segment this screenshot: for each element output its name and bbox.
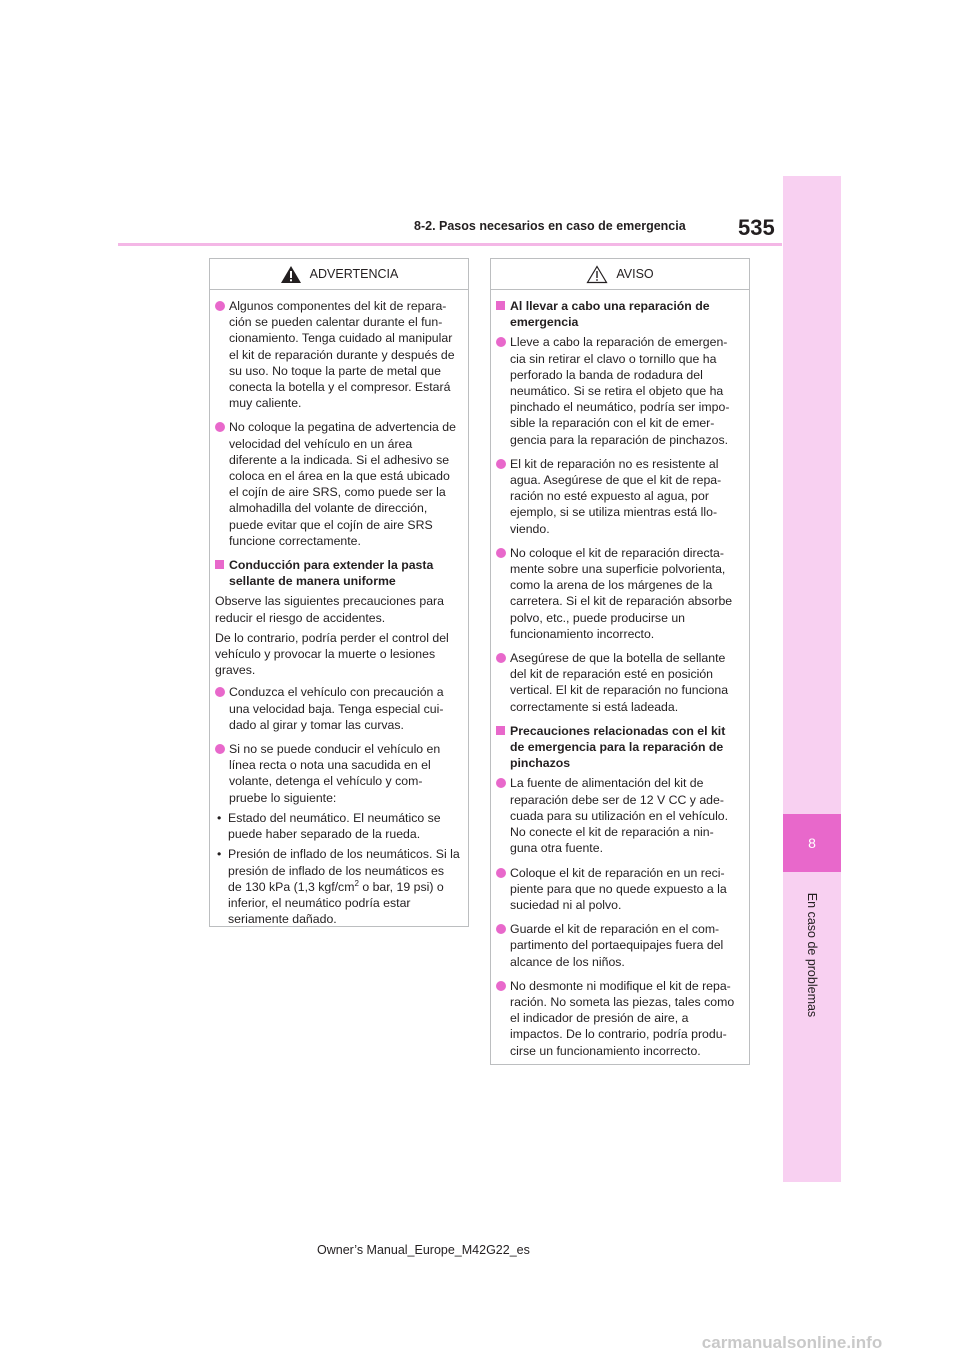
sub-list-item [215, 810, 460, 842]
bullet-circle-icon [496, 778, 506, 788]
page-number: 535 [738, 215, 775, 240]
list-item [496, 545, 741, 642]
list-item-text: No coloque la pegatina de advertencia de velocidad del vehículo en un área diferente a la indicada. Si el adhesivo se coloca en el área en la que está ubicado el cojín de aire SRS, como puede ser la almohadilla del volante de dirección, puede evitar que el cojín de aire SRS funcione correctamente. [229, 420, 456, 548]
list-item-text: Si no se puede conducir el vehículo en línea recta o nota una sacudida en el volante, detenga el vehículo y com-pruebe lo siguiente: [229, 742, 441, 805]
list-item-text: Coloque el kit de reparación en un reci-piente para que no quede expuesto a la suciedad ni al polvo. [510, 865, 727, 912]
list-item-text: Conduzca el vehículo con precaución a una velocidad baja. Tenga especial cui-dado al girar y tomar las curvas. [229, 685, 444, 732]
subsection-heading [496, 298, 741, 330]
subsection-heading-text: Precauciones relacionadas con el kit de emergencia para la reparación de pinchazos [510, 723, 726, 771]
list-item [496, 456, 741, 537]
bullet-circle-icon [496, 337, 506, 347]
warning-triangle-icon [280, 265, 302, 284]
list-item-text: La fuente de alimentación del kit de reparación debe ser de 12 V CC y ade-cuada para su utilización en el vehículo. No conecte el kit de reparación a nin-guna otra fuente. [510, 776, 729, 856]
warning-box-header [210, 259, 468, 290]
section-title: 8-2. Pasos necesarios en caso de emergencia [414, 219, 686, 233]
sub-list-item-text: Presión de inflado de los neumáticos. Si la presión de inflado de los neumáticos es de 130 kPa (1,3 kgf/$cm^2$ o bar, 19 psi) o inferior, el neumático podría estar seriamente dañado. [228, 847, 460, 927]
list-item [496, 978, 741, 1059]
caution-triangle-icon [586, 265, 608, 284]
sub-list-item-text: Estado del neumático. El neumático se puede haber separado de la rueda. [228, 810, 441, 842]
header-rule [118, 243, 782, 246]
list-item-text: No coloque el kit de reparación directa-mente sobre una superficie polvorienta, como la arena de los márgenes de la carretera. Si el kit de reparación absorbe polvo, etc., puede producirse un funcionamiento incorrecto. [510, 545, 733, 641]
bullet-dot-icon: • [217, 810, 222, 825]
list-item [496, 650, 741, 715]
chapter-title-tab[interactable] [783, 880, 841, 1030]
subsection-heading [496, 723, 741, 772]
paragraph: De lo contrario, podría perder el control del vehículo y provocar la muerte o lesiones graves. [215, 630, 449, 678]
list-item [496, 775, 741, 856]
bullet-square-icon [496, 726, 505, 735]
bullet-circle-icon [496, 459, 506, 469]
list-item [496, 334, 741, 447]
list-item [215, 419, 460, 549]
bullet-square-icon [215, 560, 224, 569]
list-item-text: Lleve a cabo la reparación de emergen-cia sin retirar el clavo o tornillo que ha perforado la banda de rodadura del neumático. Si se retira el objeto que ha pinchado el neumático, podría ser impo-sible la reparación con el kit de emer-gencia para la reparación de pinchazos. [510, 335, 730, 447]
list-item [215, 684, 460, 733]
chapter-side-tab [783, 176, 841, 1182]
subsection-heading-text: Conducción para extender la pasta sellante de manera uniforme [229, 558, 434, 589]
bullet-circle-icon [215, 744, 225, 754]
list-item-text: El kit de reparación no es resistente al agua. Asegúrese de que el kit de repa-ración no esté expuesto al agua, por ejemplo, si se utiliza mientras está llo-viendo. [510, 456, 722, 536]
footer-manual-id: Owner’s Manual_Europe_M42G22_es [317, 1243, 530, 1257]
list-item-text: No desmonte ni modifique el kit de repa-ración. No someta las piezas, tales como el indicador de presión de aire, a impactos. De lo contrario, podría produ-cirse un funcionamiento incorrecto. [510, 978, 735, 1058]
bullet-circle-icon [215, 687, 225, 697]
bullet-circle-icon [496, 924, 506, 934]
paragraph: Observe las siguientes precauciones para reducir el riesgo de accidentes. [215, 594, 444, 625]
list-item-text: Guarde el kit de reparación en el com-partimento del portaequipajes fuera del alcance de los niños. [510, 922, 724, 969]
notice-box [490, 258, 750, 1065]
list-item [496, 865, 741, 914]
watermark: carmanualsonline.info [701, 1333, 883, 1352]
subsection-heading [215, 557, 460, 589]
notice-box-title: AVISO [616, 267, 654, 281]
bullet-circle-icon [496, 548, 506, 558]
subsection-heading-text: Al llevar a cabo una reparación de emergencia [510, 299, 710, 330]
chapter-title: En caso de problemas [805, 892, 820, 1018]
list-item-text: Algunos componentes del kit de repara-ción se pueden calentar durante el fun-cionamiento. Tenga cuidado al manipular el kit de reparación durante y después de su uso. No toque la parte de metal que conecta la botella y el compresor. Estará muy caliente. [229, 299, 455, 411]
bullet-circle-icon [496, 653, 506, 663]
bullet-circle-icon [215, 301, 225, 311]
list-item [215, 741, 460, 806]
list-item [496, 921, 741, 970]
bullet-square-icon [496, 301, 505, 310]
chapter-number-tab[interactable]: 8 [783, 814, 841, 872]
warning-box [209, 258, 469, 927]
bullet-dot-icon: • [217, 847, 222, 862]
list-item-text: Asegúrese de que la botella de sellante del kit de reparación esté en posición vertical. El kit de reparación no funciona correctamente si está ladeada. [510, 651, 729, 714]
notice-box-header [491, 259, 749, 290]
bullet-circle-icon [496, 981, 506, 991]
list-item [215, 298, 460, 411]
bullet-circle-icon [215, 422, 225, 432]
sub-list-item [215, 846, 460, 927]
warning-box-title: ADVERTENCIA [309, 267, 399, 281]
bullet-circle-icon [496, 868, 506, 878]
